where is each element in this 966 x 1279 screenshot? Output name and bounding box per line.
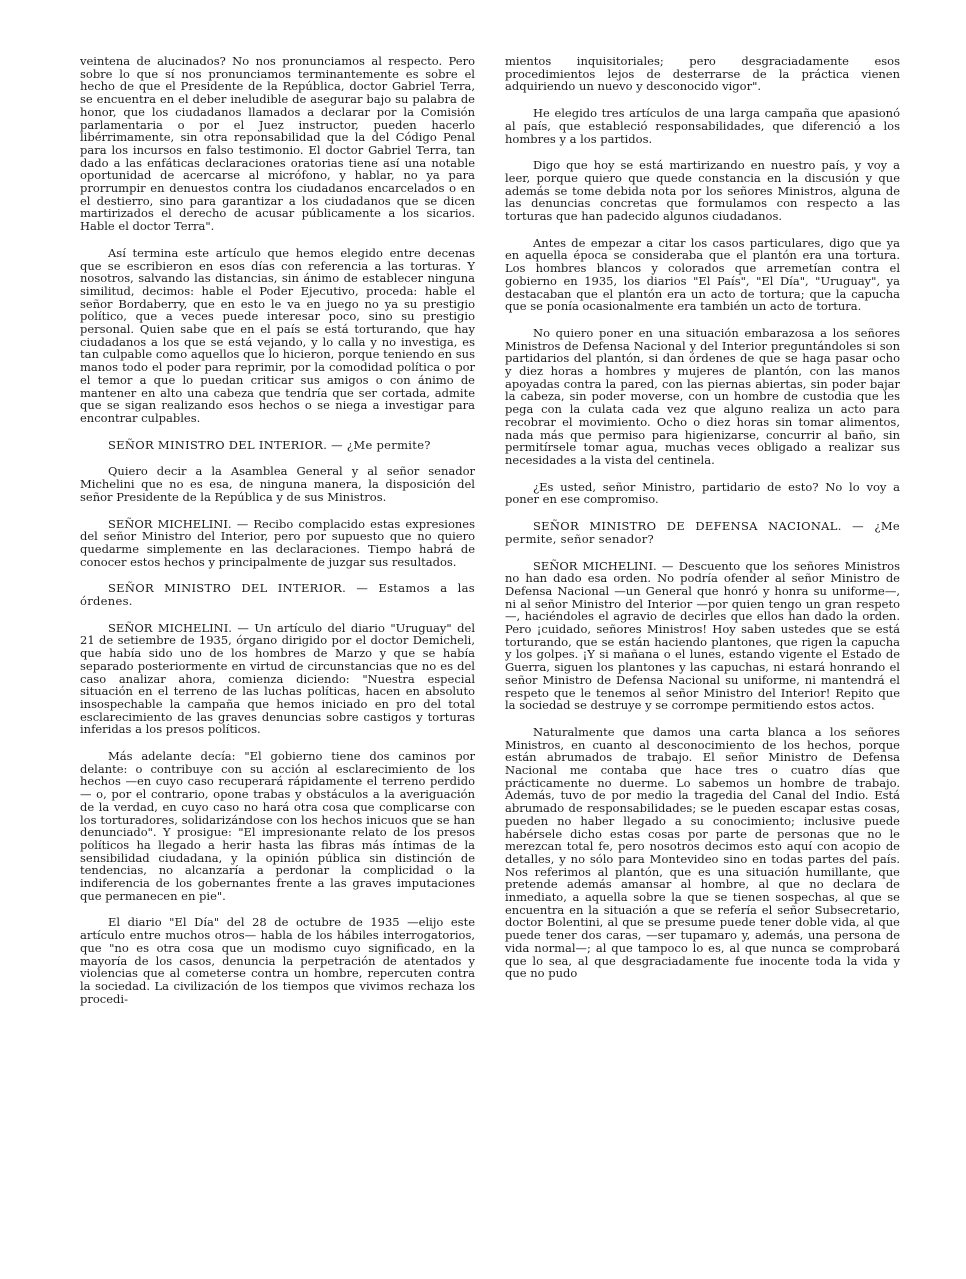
paragraph: Naturalmente que damos una carta blanca a los señores Ministros, en cuanto al desconocimiento de los hechos, porque están abrumados de trabajo. El señor Ministro de Defensa Nacional me contaba que hace tres o cuatro días que prácticamente no duerme. Lo sabemos un hombre de trabajo. Además, tuvo de por medio la tragedia del Canal del Indio. Está abrumado de responsabilidades; se le pueden escapar estas cosas, pueden no haber llegado a su conocimiento; inclusive puede habérsele dicho estas cosas por parte de personas que no le merezcan total fe, pero nosotros decimos esto aquí con acopio de detalles, y no sólo para Montevideo sino en todas partes del país. Nos referimos al plantón, que es una situación humillante, que pretende además amansar al hombre, al que no declara de inmediato, a aquella sobre la que se tienen sospechas, al que se encuentra en la situación a que se refería el señor Subsecretario, doctor Bolentini, al que se presume puede tener doble vida, al que puede tener dos caras, —ser tupamaro y, además, una persona de vida normal—; al que tampoco lo es, al que nunca se comprobará que lo sea, al que desgraciadamente fue inocente toda la vida y que no pudo xyxy=(505,724,900,981)
paragraph: Quiero decir a la Asamblea General y al señor senador Michelini que no es esa, de ninguna manera, la disposición del señor Presidente de la República y de sus Ministros. xyxy=(80,464,475,504)
paragraph: Más adelante decía: "El gobierno tiene dos caminos por delante: o contribuye con su acción al esclarecimiento de los hechos —en cuyo caso recuperará rápidamente el terreno perdido— o, por el contrario, opone trabas y obstáculos a la averiguación de la verdad, en cuyo caso no hará otra cosa que complicarse con los torturadores, solidarizándose con los hechos inicuos que se han denunciado". Y prosigue: "El impresionante relato de los presos políticos ha llegado a herir hasta las fibras más íntimas de la sensibilidad ciudadana, y la opinión pública sin distinción de tendencias, no alcanzaría a perdonar la complicidad o la indiferencia de los gobernantes frente a las graves imputaciones que permanecen en pie". xyxy=(80,749,475,903)
paragraph: Así termina este artículo que hemos elegido entre decenas que se escribieron en esos días con referencia a las torturas. Y nosotros, salvando las distancias, sin ánimo de establecer ninguna similitud, decimos: hable el Poder Ejecutivo, proceda: hable el señor Bordaberry, que en esto le va en juego no ya su prestigio político, que a veces puede interesar poco, sino su prestigio personal. Quien sabe que en el país se está torturando, que hay ciudadanos a los que se está vejando, y lo calla y no investiga, es tan culpable como aquellos que lo hicieron, porque teniendo en sus manos todo el poder para reprimir, por la comodidad política o por el temor a que lo puedan criticar sus amigos o con ánimo de mantener en alto una cabeza que tendría que ser cortada, admite que se sigan realizando esos hechos o se niega a investigar para encontrar culpables. xyxy=(80,245,475,425)
speaker-line: SEÑOR MINISTRO DEL INTERIOR. — ¿Me permite? xyxy=(108,437,431,452)
paragraph: SEÑOR MICHELINI. — Un artículo del diario "Uruguay" del 21 de setiembre de 1935, órgano dirigido por el doctor Demicheli, que había sido uno de los hombres de Marzo y que se había separado posteriormente en virtud de circunstancias que no es del caso analizar ahora, comienza diciendo: "Nuestra especial situación en el terreno de las luchas políticas, hacen en absoluto insospechable la campaña que hemos iniciado en pro del total esclarecimiento de las graves denuncias sobre castigos y torturas inferidas a los presos políticos. xyxy=(80,620,475,737)
paragraph: mientos inquisitoriales; pero desgraciadamente esos procedimientos lejos de desterrarse de la práctica vienen adquiriendo un nuevo y desconocido vigor". xyxy=(505,54,900,94)
paragraph: He elegido tres artículos de una larga campaña que apasionó al país, que estableció responsabilidades, que diferenció a los hombres y a los partidos. xyxy=(505,106,900,146)
left-column xyxy=(80,55,475,1005)
paragraph: ¿Es usted, señor Ministro, partidario de esto? No lo voy a poner en ese compromiso. xyxy=(505,479,900,507)
paragraph: El diario "El Día" del 28 de octubre de 1935 —elijo este artículo entre muchos otros— habla de los hábiles interrogatorios, que "no es otra cosa que un modismo cuyo significado, en la mayoría de los casos, denuncia la perpetración de atentados y violencias que al cometerse contra un hombre, repercuten contra la sociedad. La civilización de los tiempos que vivimos rechaza los procedi- xyxy=(80,915,475,1006)
right-column xyxy=(505,55,900,980)
speaker-line: SEÑOR MINISTRO DE DEFENSA NACIONAL. — ¿Me permite, señor senador? xyxy=(505,519,900,546)
paragraph: Antes de empezar a citar los casos particulares, digo que ya en aquella época se consideraba que el plantón era una tortura. Los hombres blancos y colorados que arremetían contra el gobierno en 1935, los diarios "El País", "El Día", "Uruguay", ya destacaban que el plantón era un acto de tortura; que la capucha que se ponía ocasionalmente era también un acto de tortura. xyxy=(505,235,900,314)
paragraph: SEÑOR MICHELINI. — Descuento que los señores Ministros no han dado esa orden. No podría ofender al señor Ministro de Defensa Nacional —un General que honró y honra su uniforme—, ni al señor Ministro del Interior —por quien tengo un gran respeto—, haciéndoles el agravio de decirles que ellos han dado la orden. Pero ¡cuidado, señores Ministros! Hoy saben ustedes que se está torturando, que se están haciendo plantones, que rigen la capucha y los golpes. ¡Y si mañana o el lunes, estando vigente el Estado de Guerra, siguen los plantones y las capuchas, ni estará honrando el señor Ministro de Defensa Nacional su uniforme, ni mantendrá el respeto que le tenemos al señor Ministro del Interior! Repito que la sociedad se destruye y se corrompe permitiendo estos actos. xyxy=(505,558,900,713)
paragraph: No quiero poner en una situación embarazosa a los señores Ministros de Defensa Nacional y del Interior preguntándoles si son partidarios del plantón, si dan órdenes de que se haga pasar ocho y diez horas a hombres y mujeres de plantón, con las manos apoyadas contra la pared, con las piernas abiertas, sin poder bajar la cabeza, sin poder moverse, con un hombre de custodia que les pega con la culata cada vez que alguno realiza un acto para recobrar el movimiento. Ocho o diez horas sin tomar alimentos, nada más que permiso para higienizarse, concurrir al baño, sin permitírsele tomar agua, muchas veces obligado a realizar sus necesidades a la vista del centinela. xyxy=(505,325,900,467)
speaker-line: SEÑOR MINISTRO DEL INTERIOR. — Estamos a las órdenes. xyxy=(80,581,475,609)
paragraph: Digo que hoy se está martirizando en nuestro país, y voy a leer, porque quiero que quede constancia en la discusión y que además se tome debida nota por los señores Ministros, alguna de las denuncias concretas que formulamos con respecto a las torturas que han padecido algunos ciudadanos. xyxy=(505,158,900,224)
paragraph: veintena de alucinados? No nos pronunciamos al respecto. Pero sobre lo que sí nos pronunciamos terminantemente es sobre el hecho de que el Presidente de la República, doctor Gabriel Terra, se encuentra en el deber ineludible de asegurar bajo su palabra de honor, que los ciudadanos llamados a declarar por la Comisión parlamentaria o por el Juez instructor, pueden hacerlo libérrimamente, sin otra reponsabilidad que la del Código Penal para los incursos en falso testimonio. El doctor Gabriel Terra, tan dado a las enfáticas declaraciones oratorias tiene así una notable oportunidad de acercarse al micrófono, y hablar, no ya para prorrumpir en denuestos contra los ciudadanos encarcelados o en el destierro, sino para garantizar a los ciudadanos que se dicen martirizados el derecho de acusar públicamente a los sicarios. Hable el doctor Terra". xyxy=(80,54,475,234)
paragraph: SEÑOR MICHELINI. — Recibo complacido estas expresiones del señor Ministro del Interior, pero por supuesto que no quiero quedarme simplemente en las declaraciones. Tiempo habrá de conocer estos hechos y principalmente de juzgar sus resultados. xyxy=(80,516,475,569)
